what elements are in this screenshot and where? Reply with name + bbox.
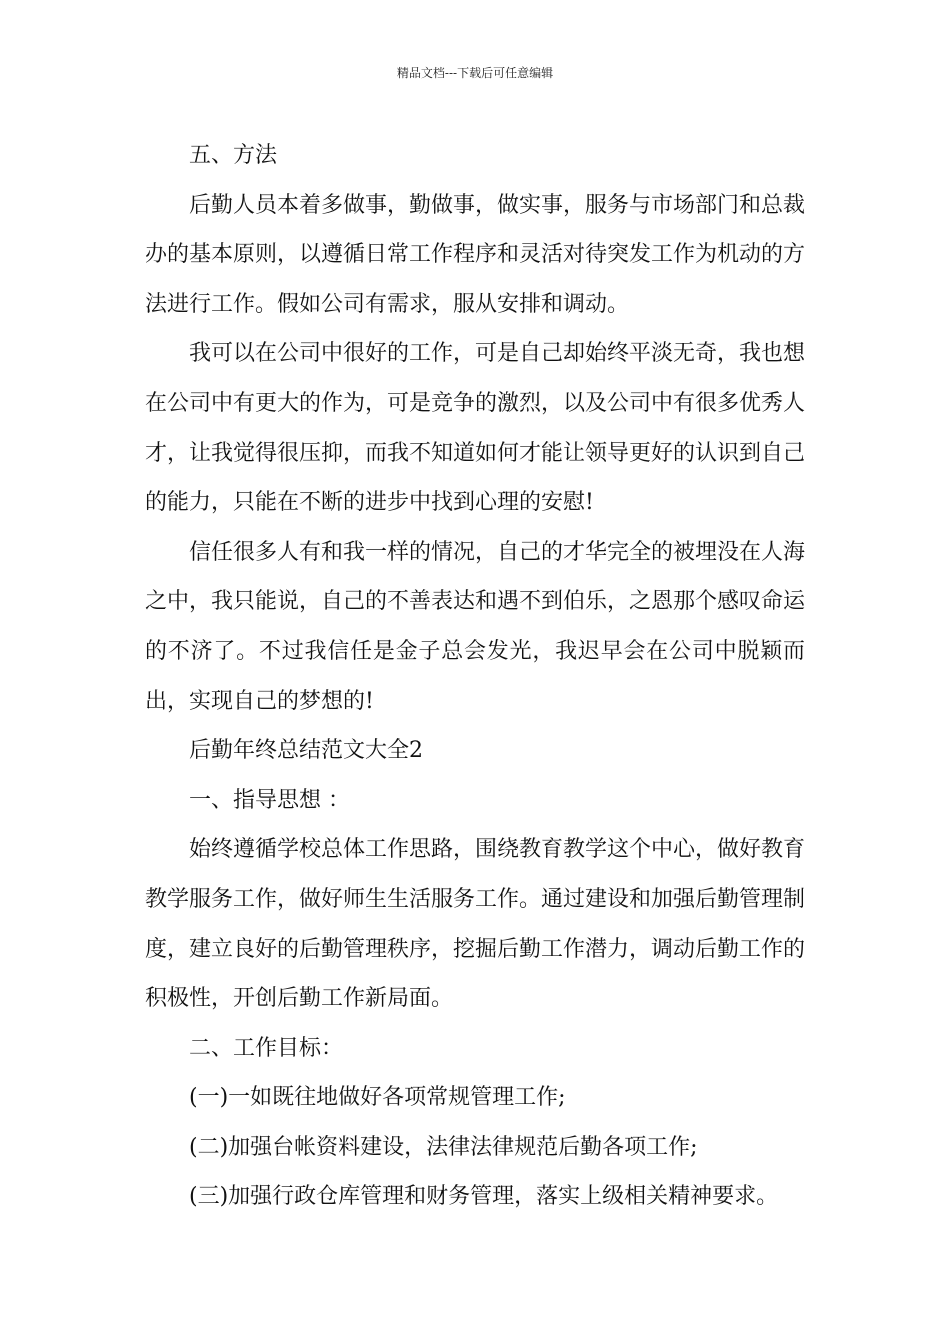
section-heading-methods: 五、方法 [189, 143, 278, 168]
paragraph-aspiration: 信任很多人有和我一样的情况，自己的才华完全的被埋没在人海之中，我只能说，自己的不善表达和遇不到伯乐，之恩那个感叹命运的不济了。不过我信任是金子总会发光，我迟早会在公司中脱颖而出，实现自己的梦想的! [145, 539, 806, 714]
goal-item-3: (三)加强行政仓库管理和财务管理，落实上级相关精神要求。 [189, 1184, 779, 1210]
paragraph-guiding-ideology: 始终遵循学校总体工作思路，围绕教育教学这个中心，做好教育教学服务工作，做好师生生活服务工作。通过建设和加强后勤管理制度，建立良好的后勤管理秩序，挖掘后勤工作潜力，调动后勤工作的积极性，开创后勤工作新局面。 [145, 837, 806, 1012]
goal-item-1: (一)一如既往地做好各项常规管理工作; [189, 1085, 566, 1111]
document-subtitle: 后勤年终总结范文大全2 [189, 738, 423, 764]
paragraph-logistics-principles: 后勤人员本着多做事，勤做事，做实事，服务与市场部门和总裁办的基本原则，以遵循日常工作程序和灵活对待突发工作为机动的方法进行工作。假如公司有需求，服从安排和调动。 [145, 192, 806, 317]
section-heading-work-goals: 二、工作目标： [189, 1035, 344, 1061]
document-body [145, 131, 805, 1222]
paragraph-personal-reflection: 我可以在公司中很好的工作，可是自己却始终平淡无奇，我也想在公司中有更大的作为，可是竞争的激烈，以及公司中有很多优秀人才，让我觉得很压抑，而我不知道如何才能让领导更好的认识到自己的能力，只能在不断的进步中找到心理的安慰! [145, 341, 806, 516]
goal-item-2: (二)加强台帐资料建设，法律法律规范后勤各项工作; [189, 1134, 698, 1160]
section-heading-guiding-ideology: 一、指导思想 ： [189, 787, 350, 813]
page-header: 精品文档---下载后可任意编辑 [396, 66, 554, 80]
